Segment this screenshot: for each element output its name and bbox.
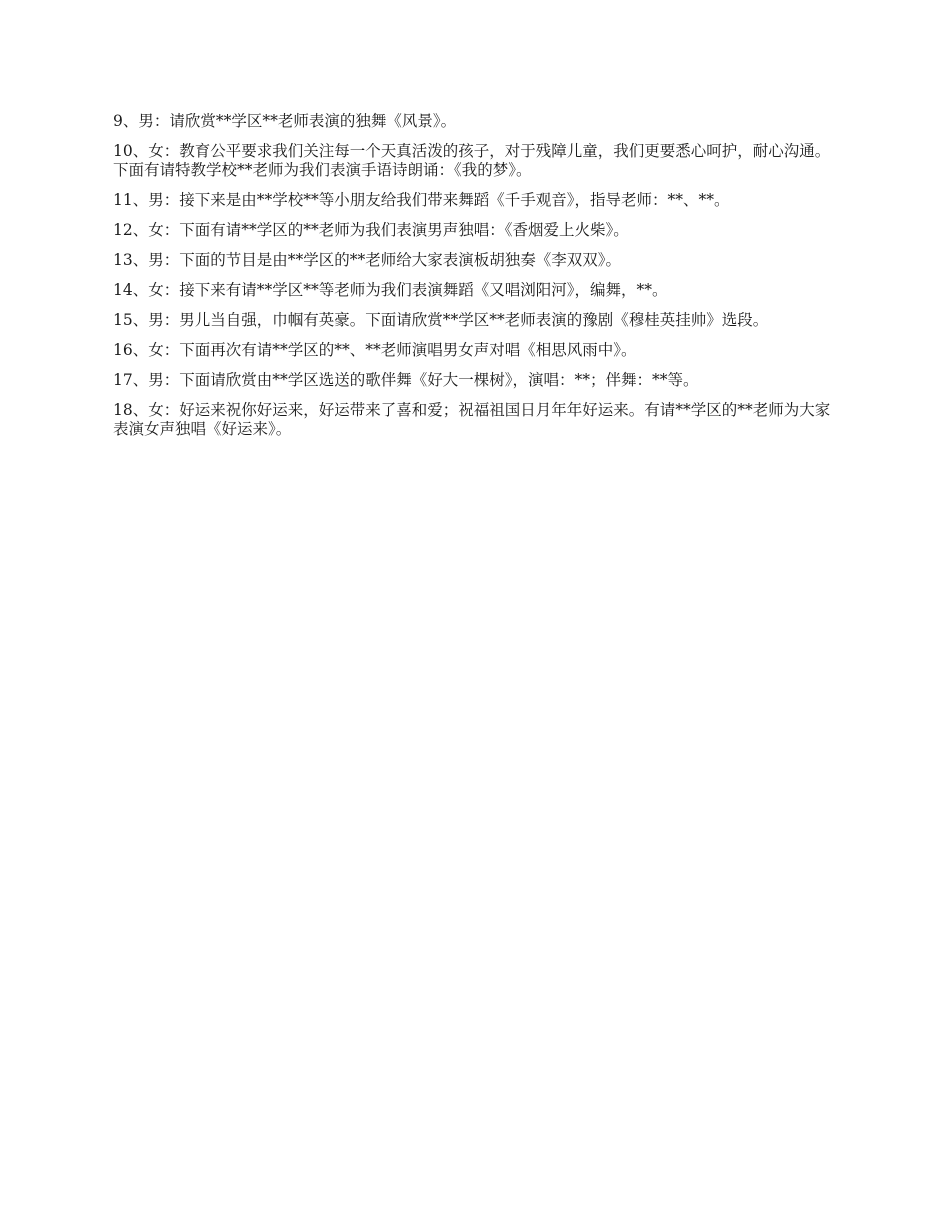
paragraph-13: 13、男：下面的节目是由**学区的**老师给大家表演板胡独奏《李双双》。	[113, 251, 621, 269]
paragraph-16: 16、女：下面再次有请**学区的**、**老师演唱男女声对唱《相思风雨中》。	[113, 341, 637, 359]
paragraph-17: 17、男：下面请欣赏由**学区选送的歌伴舞《好大一棵树》，演唱：**；伴舞：**等。	[113, 371, 699, 389]
document-body	[113, 112, 843, 450]
paragraph-9: 9、男：请欣赏**学区**老师表演的独舞《风景》。	[113, 112, 457, 130]
paragraph-10: 10、女：教育公平要求我们关注每一个天真活泼的孩子，对于残障儿童，我们更要悉心呵护，耐心沟通。下面有请特教学校**老师为我们表演手语诗朗诵：《我的梦》。	[113, 142, 831, 179]
paragraph-12: 12、女：下面有请**学区的**老师为我们表演男声独唱：《香烟爱上火柴》。	[113, 221, 629, 239]
paragraph-15: 15、男：男儿当自强，巾帼有英豪。下面请欣赏**学区**老师表演的豫剧《穆桂英挂帅》选段。	[113, 311, 769, 329]
paragraph-14: 14、女：接下来有请**学区**等老师为我们表演舞蹈《又唱浏阳河》，编舞，**。	[113, 281, 668, 299]
paragraph-11: 11、男：接下来是由**学校**等小朋友给我们带来舞蹈《千手观音》，指导老师：**、**。	[113, 191, 730, 209]
paragraph-18: 18、女：好运来祝你好运来，好运带来了喜和爱；祝福祖国日月年年好运来。有请**学区的**老师为大家表演女声独唱《好运来》。	[113, 401, 831, 438]
